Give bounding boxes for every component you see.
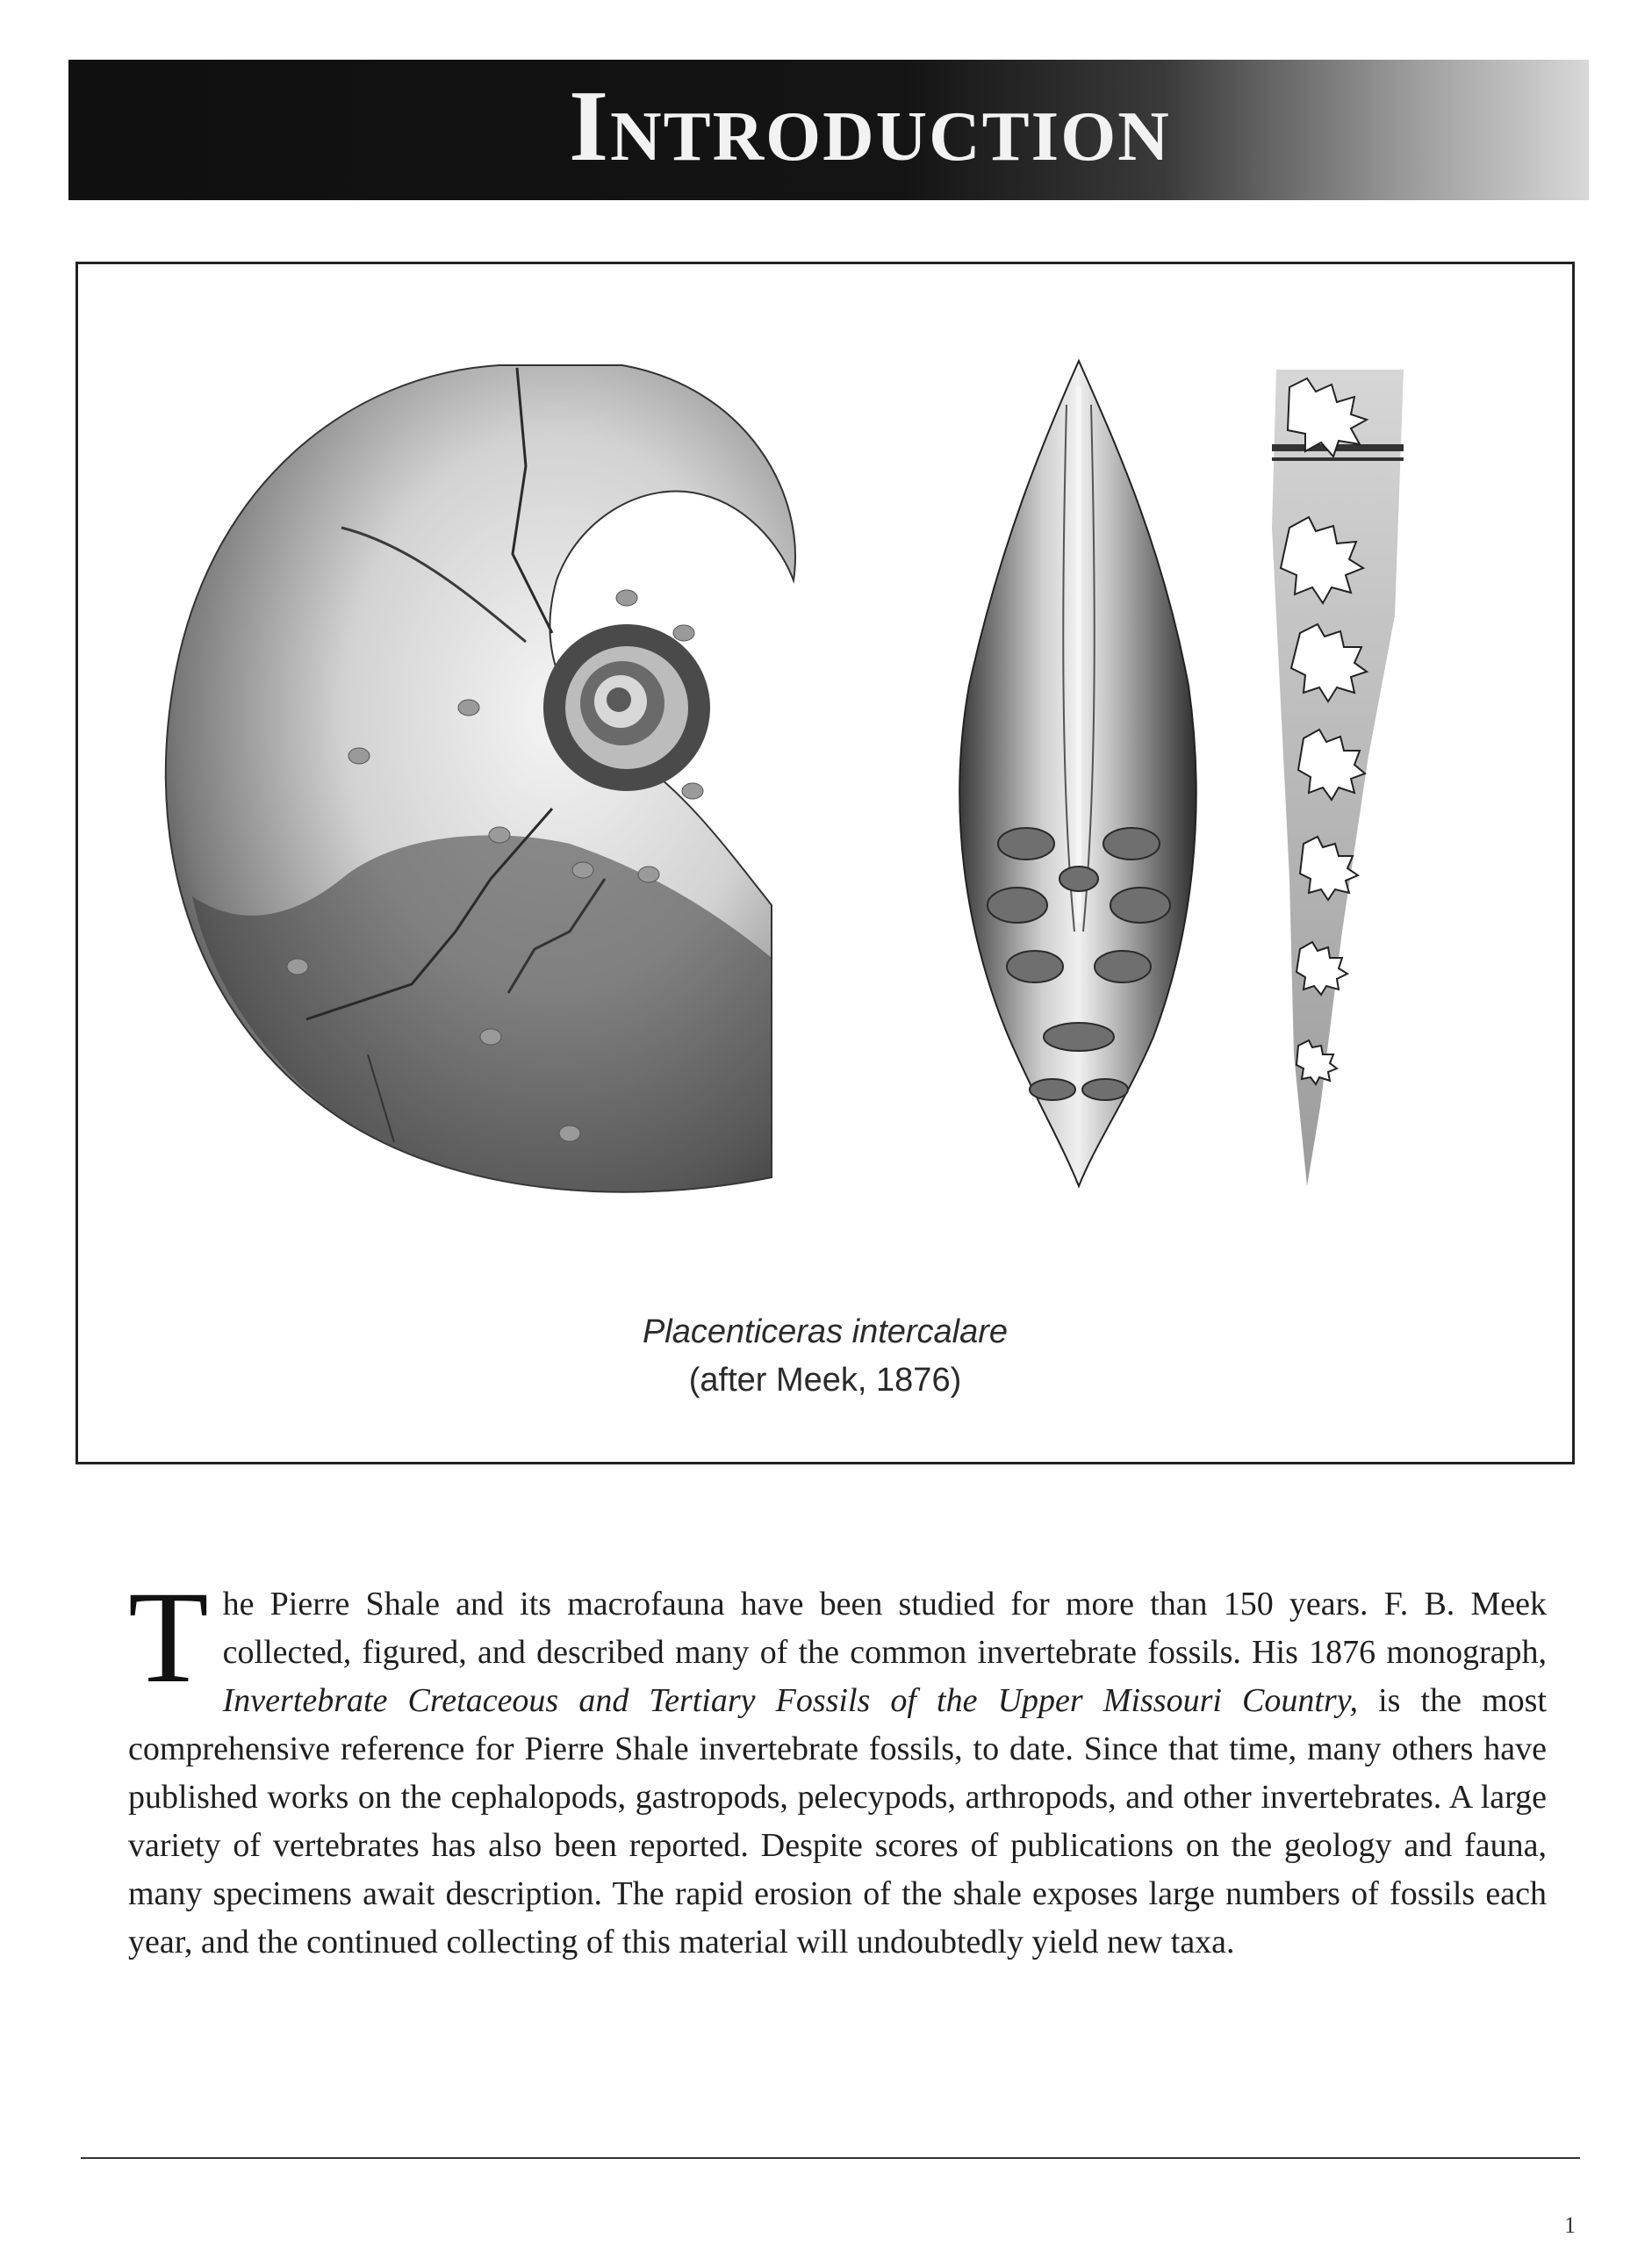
paragraph-text-2: is the most comprehensive reference for Pierre Shale invertebrate fossils, to date. Since that time, many others have published works on the cephalopods, gastropods, pelecypods, arthropods, and other invertebrates. A large variety of vertebrates has also been reported. Despite scores of publications on the geology and fauna, many specimens await description. The rapid erosion of the shale exposes large numbers of fossils each year, and the continued collecting of this material will undoubtedly yield new taxa. (128, 1682, 1547, 1960)
figure-panel (75, 262, 1575, 1464)
body-paragraph (128, 1565, 1547, 1967)
page-title: Introduction (569, 70, 1171, 183)
monograph-title: Invertebrate Cretaceous and Tertiary Fossils of the Upper Missouri Country, (222, 1682, 1358, 1719)
figure-caption-species: Placenticeras intercalare (642, 1313, 1009, 1350)
drop-cap: T (128, 1565, 209, 1710)
shell-ventral-view (959, 361, 1196, 1186)
paragraph-text-1: he Pierre Shale and its macrofauna have been studied for more than 150 years. F. B. Meek collected, figured, and described many of the common invertebrate fossils. His 1876 monograph, (222, 1586, 1547, 1671)
ammonite-illustration (78, 264, 1572, 1462)
page-number: 1 (1564, 2212, 1576, 2238)
footer-divider (81, 2157, 1580, 2159)
suture-pattern (1272, 361, 1404, 1195)
figure-caption-credit: (after Meek, 1876) (688, 1362, 962, 1399)
shell-side-view (166, 365, 795, 1192)
header-banner (68, 60, 1589, 200)
